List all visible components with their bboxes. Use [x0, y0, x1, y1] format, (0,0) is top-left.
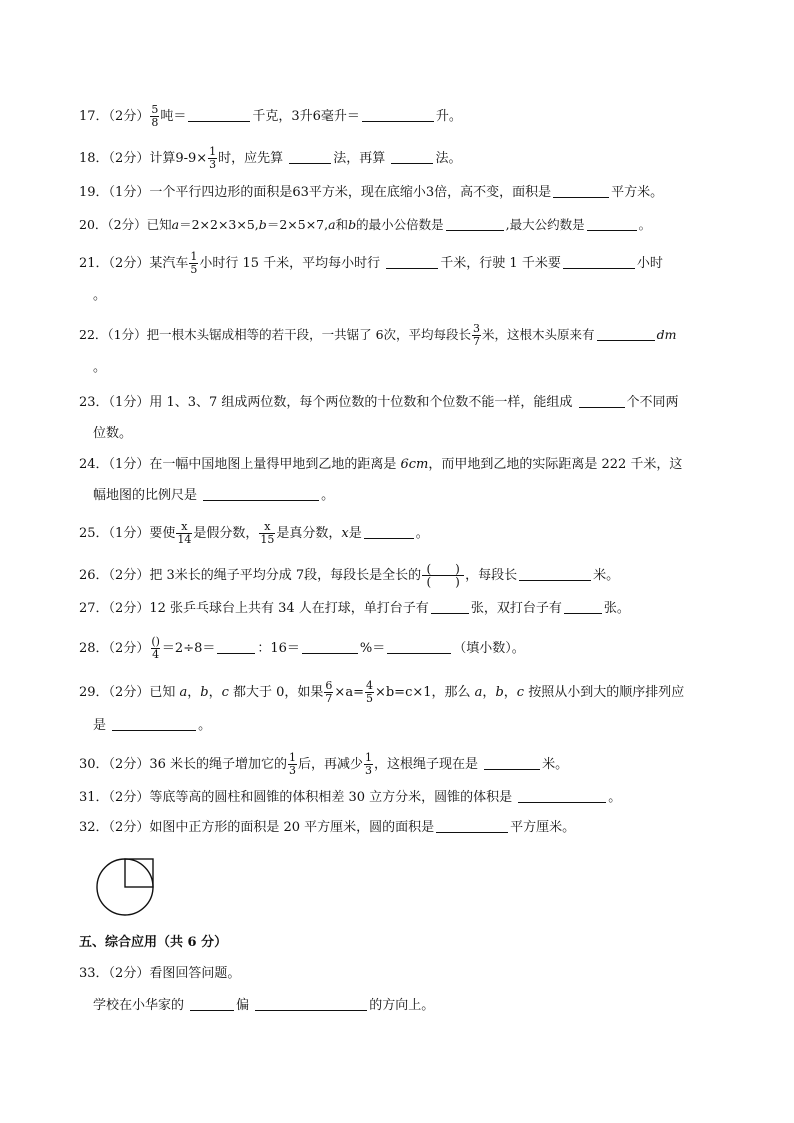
fraction: $\frac{3}{7}$: [473, 322, 481, 348]
answer-blank[interactable]: [217, 639, 255, 654]
fraction: $\frac{4}{5}$: [365, 679, 373, 705]
answer-blank[interactable]: [579, 393, 625, 408]
answer-blank[interactable]: [484, 755, 540, 770]
question-score: （1分）: [108, 457, 150, 472]
question-33-continuation: 学校在小华家的 偏 的方向上。: [93, 998, 435, 1013]
question-number: 21．: [79, 256, 109, 271]
question-19: 19．（1分）一个平行四边形的面积是63平方米，现在底缩小3倍，高不变，面积是 平方米。: [79, 185, 664, 200]
question-23-continuation: 位数。: [93, 426, 133, 441]
answer-blank[interactable]: [446, 216, 504, 231]
question-score: （2分）: [108, 966, 150, 981]
answer-blank[interactable]: [553, 183, 609, 198]
question-number: 25．: [79, 526, 109, 541]
fraction: $\frac{6}{7}$: [325, 679, 333, 705]
question-score: （2分）: [108, 641, 150, 656]
fraction: $\frac{5}{8}$: [151, 103, 159, 129]
question-27: 27．（2分）12 张乒乓球台上共有 34 人在打球，单打台子有 张，双打台子有 张。: [79, 601, 630, 616]
question-score: （1分）: [107, 327, 147, 342]
question-score: （1分）: [108, 526, 150, 541]
question-score: （2分）: [108, 568, 150, 583]
question-32: 32．（2分）如图中正方形的面积是 20 平方厘米，圆的面积是 平方厘米。: [79, 820, 576, 835]
question-number: 18．: [79, 151, 109, 166]
question-33: 33．（2分）看图回答问题。: [79, 966, 241, 981]
question-number: 28．: [79, 641, 109, 656]
question-29-continuation: 是 。: [93, 718, 212, 733]
question-score: （2分）: [107, 217, 147, 232]
question-number: 32．: [79, 820, 109, 835]
answer-blank[interactable]: [302, 639, 358, 654]
question-21: 21．（2分）某汽车 $\frac{1}{5}$ 小时行 15 千米，平均每小时行 千米，行驶 1 千米要 小时: [79, 250, 663, 276]
fraction: $\frac{x}{14}$: [177, 520, 192, 546]
question-score: （2分）: [108, 790, 150, 805]
question-number: 31．: [79, 790, 109, 805]
question-number: 30．: [79, 757, 109, 772]
answer-blank[interactable]: [112, 716, 196, 731]
question-28: 28．（2分） $\frac{()}{4}$ ＝2÷8＝ ：16＝ %＝ （填小数）。: [79, 635, 525, 661]
circle-square-figure: [94, 854, 160, 920]
question-score: （2分）: [108, 151, 150, 166]
question-number: 26．: [79, 568, 109, 583]
question-score: （1分）: [108, 395, 150, 410]
answer-blank[interactable]: [587, 216, 637, 231]
question-25: 25．（1分）要使 $\frac{x}{14}$ 是假分数， $\frac{x}{15}$ 是真分数，x是 。: [79, 520, 429, 546]
answer-blank[interactable]: [289, 149, 331, 164]
answer-blank[interactable]: [436, 818, 508, 833]
question-24-continuation: 幅地图的比例尺是 。: [93, 488, 335, 503]
question-score: （2分）: [108, 757, 150, 772]
answer-blank[interactable]: [431, 599, 469, 614]
answer-blank[interactable]: [519, 566, 591, 581]
question-31: 31．（2分）等底等高的圆柱和圆锥的体积相差 30 立方分米，圆锥的体积是 。: [79, 790, 622, 805]
question-number: 33．: [79, 966, 109, 981]
fraction: $\frac{1}{5}$: [190, 250, 198, 276]
question-number: 20．: [79, 217, 108, 232]
question-number: 22．: [79, 327, 108, 342]
question-score: （2分）: [108, 256, 150, 271]
fraction: $\frac{()}{4}$: [151, 635, 160, 661]
answer-blank[interactable]: [563, 254, 635, 269]
question-22-continuation: 。: [93, 360, 107, 375]
question-24: 24．（1分）在一幅中国地图上量得甲地到乙地的距离是 6cm，而甲地到乙地的实际距离是 222 千米，这: [79, 457, 683, 472]
answer-blank[interactable]: [364, 524, 414, 539]
question-number: 29．: [79, 685, 109, 700]
fraction: $\frac{x}{15}$: [260, 520, 275, 546]
question-18: 18．（2分）计算9-9× $\frac{1}{3}$ 时，应先算 法，再算 法。: [79, 145, 462, 171]
question-number: 19．: [79, 185, 109, 200]
question-score: （1分）: [108, 185, 150, 200]
question-29: 29．（2分）已知 a，b，c 都大于 0，如果 $\frac{6}{7}$ ×a= $\frac{4}{5}$ ×b=c×1，那么 a，b，c 按照从小到大的顺序排列应: [79, 679, 685, 705]
question-20: 20．（2分）已知a＝2×2×3×5,b＝2×5×7,a和b的最小公倍数是 ,最大公约数是 。: [79, 217, 652, 232]
question-17: 17．（2分） $\frac{5}{8}$ 吨＝ 千克，3升6毫升＝ 升。: [79, 103, 462, 129]
section-heading: 五、综合应用（共 6 分）: [79, 935, 228, 950]
blank-fraction[interactable]: $\frac{( )}{( )}$: [422, 563, 464, 588]
answer-blank[interactable]: [190, 996, 234, 1011]
question-score: （2分）: [108, 109, 150, 124]
answer-blank[interactable]: [391, 149, 433, 164]
question-30: 30．（2分）36 米长的绳子增加它的 $\frac{1}{3}$ 后，再减少 $\frac{1}{3}$ ，这根绳子现在是 米。: [79, 751, 569, 777]
question-number: 24．: [79, 457, 109, 472]
answer-blank[interactable]: [255, 996, 367, 1011]
question-score: （2分）: [108, 685, 150, 700]
question-number: 17．: [79, 109, 109, 124]
question-number: 27．: [79, 601, 109, 616]
question-26: 26．（2分）把 3米长的绳子平均分成 7段，每段长是全长的 $\frac{( )}{( )}$ ，每段长 米。: [79, 562, 620, 589]
fraction: $\frac{1}{3}$: [365, 751, 373, 777]
answer-blank[interactable]: [188, 107, 250, 122]
question-22: 22．（1分）把一根木头锯成相等的若干段，一共锯了 6次，平均每段长 $\frac{3}{7}$ 米，这根木头原来有 dm: [79, 322, 677, 348]
answer-blank[interactable]: [387, 639, 451, 654]
answer-blank[interactable]: [564, 599, 602, 614]
question-number: 23．: [79, 395, 109, 410]
question-23: 23．（1分）用 1、3、7 组成两位数，每个两位数的十位数和个位数不能一样，能组成 个不同两: [79, 395, 679, 410]
fraction: $\frac{1}{3}$: [289, 751, 297, 777]
question-score: （2分）: [108, 601, 150, 616]
fraction: $\frac{1}{3}$: [209, 145, 217, 171]
question-21-continuation: 。: [93, 288, 107, 303]
answer-blank[interactable]: [597, 326, 655, 341]
answer-blank[interactable]: [386, 254, 438, 269]
answer-blank[interactable]: [518, 788, 606, 803]
question-score: （2分）: [108, 820, 150, 835]
answer-blank[interactable]: [362, 107, 434, 122]
answer-blank[interactable]: [203, 486, 319, 501]
